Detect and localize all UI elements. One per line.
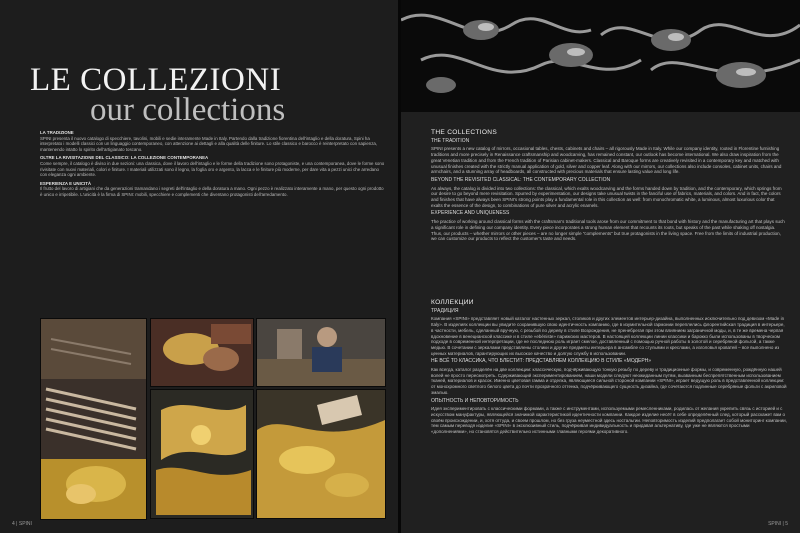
section-body: Идея экспериментировать с классическими формами, а также с инструментами, используемыми ремесленниками, родилась от желания укрепить связь с историей и с искусством мануфактуры, являющейся значимой характеристикой идентичности компании. Каждое изделие несёт в себе определённый след, который расскажет вам о своём происхождении, и, хотя оттуда, и своем прошлом, но без груза неуместной здесь ностальгии. Неповторимость изделий предполагает собой мониторинг компании, тем самым переводя изделие «SPINI» в эксклюзивный стиль, подчёркивая индивидуальность и придавая альтернативу, где уже не являются простыми «дополнениями», но становятся действительно истинными главными героями декоративного. (431, 406, 787, 435)
page-number: 4 | SPINI (12, 521, 32, 527)
craftsman-illustration (257, 319, 385, 386)
section-heading: THE TRADITION (431, 137, 470, 144)
section-body: Компания «SPINI» представляет новый каталог настенных зеркал, столиков и других элементов интерьер-дизайна, выполненных исключительно под девизом «Made in Italy». В изделиях коллекции вы увидите сохранившую свою идентичность компанию, где в изумительной гармонии переплелись флорентийская традиция в интерьере, в частности, мебель, сделанный вручную, с резьбой по дереву в стиле Возрождения, не пренебрегая при этом влиянием заграничной моды, и, в те же времена черпая вдохновение в венецианской классике и в стиле «ebéniste» парижских мастеров. В настоящей коллекции линии классики и барокко были использованы в творческом подходе в современной интерпретации, где не последнюю роль играет смелое, доставленный с помощью ручной работы в золотой и серебряной фольгой, а также медью. В сочетании с зеркалами представлены столики и другие предметы интерьера в ансамбле со стульями и креслами, а изголовья кроватей – все выполнено из ценных материалов, гарантирующих их высокое качество и долгую службу в использовании. (431, 316, 785, 356)
section-title: КОЛЛЕКЦИИ (431, 299, 474, 306)
left-page (0, 0, 398, 533)
section-heading: BEYOND THE REVISITED CLASSICAL: THE CONTEMPORARY COLLECTION (431, 176, 611, 183)
russian-text-block (431, 300, 787, 438)
section-body: Как всегда, каталог разделён на две коллекции: классическую, подчёркивающую тонкую резьбу по дереву и традиционные формы, и современную, рождённую нашей волей не просто пересмотреть. Сдерживающий экспериментированием, наши модели следуют неожиданным путям, вызванным беспрепятственным использованием тканей, материалов и красок. Именно цветовая гамма и отделка, являющиеся сильной стороной компании «SPINI», играет ведущую роль в представленной коллекции: от монохромного светлого белого цвета до почти прозрачного оттенка, подчёркивающего сущность дизайна, где сочетаются подлинные серебряные фольги с акриловой эмалью. (431, 367, 787, 395)
section-body: Il frutto del lavoro di artigiani che da generazioni tramandano i segreti dell'intaglio e della doratura a mano. Ogni pezzo è realizzato interamente a mano, per questo ogni prodotto è unico e irripetibile. L'unicità è la firma di SPINI: mobili, specchiere e complementi che diventano protagonisti dell'arredamento. (40, 186, 384, 197)
gold-leaf-photo (150, 389, 254, 519)
gold-leaf-illustration (151, 390, 253, 518)
ornament-illustration (401, 0, 800, 112)
application-illustration (257, 390, 385, 518)
woodcarving-tools-photo (40, 318, 147, 520)
section-heading: ОПЫТНОСТЬ И НЕПОВТОРИМОСТЬ (431, 397, 519, 404)
right-page (401, 0, 800, 533)
section-heading: ТРАДИЦИЯ (431, 307, 459, 314)
section-body: SPINI presenta il nuovo catalogo di specchiere, tavolini, mobili e sedie interamente Made in Italy. Partendo dalla tradizione fiorentina dell'intaglio e della doratura, Spini ha interpretato i modelli classici con un linguaggio contemporaneo, con attenzione ai dettagli e alla qualità delle finiture. Lo stile classico e barocco è reinterpretato con sapienza, mantenendo intatto lo spirito dell'artigianato toscano. (40, 135, 378, 152)
section-heading: EXPERIENCE AND UNIQUENESS (431, 210, 510, 217)
section-body: Come sempre, il catalogo è diviso in due sezioni: una classica, dove il lavoro dell'intaglio e le forme della tradizione sono protagoniste, e una contemporanea, dove le forme sono rivisitate con nuovi materiali, colori e finiture. I materiali utilizzati sono il legno, la foglia oro e argento, la lacca e le finiture più moderne, per dare vita a pezzi unici che arredano con eleganza ogni ambiente. (40, 160, 385, 178)
gold-leaf-application-photo (256, 389, 386, 519)
english-text-block (431, 130, 787, 245)
section-body: The practice of working around classical forms with the craftsman's traditional tools arose from our commitment to that bond with history and the manufacturing art that plays such a significant role in defining our company identity. Every piece incorporates a strong human element that recounts its roots, but speaks of the past while shaking off nostalgia. Thus, our products – whether mirrors or other pieces – are no longer simple "complements" but true protagonists in the living space. Free from the limits of industrial production, we can customize our products to reflect the customer's taste and needs. (431, 219, 785, 242)
page-number: SPINI | 5 (768, 521, 788, 527)
section-heading: OLTRE LA RIVISITAZIONE DEL CLASSICO: LA COLLEZIONE CONTEMPORANEA (40, 155, 209, 161)
page-subtitle: our collections (90, 92, 286, 128)
section-body: SPINI presents a new catalog of mirrors, occasional tables, chests, cabinets and chairs – all rigorously Made in Italy. While our company identity, rooted in Florentine furnishing traditions and more precisely in Renaissance craftsmanship and woodcarving, has remained constant, our outlook has become international. We also draw inspiration from the great Venetian tradition and from the French tradition of Parisian cabinet-makers. Classical and Baroque forms are creatively revisited in a contemporary key and matched with unusual finishes created with the strictly manual application of gold, silver and copper leaf. Along with our mirrors, our collections also include consoles, cabinet units, chairs and armchairs, and a stunning array of headboards, all constructed with precious materials that ensure lasting value and long life. (431, 146, 782, 175)
craftsman-photo (256, 318, 386, 387)
tools-illustration (41, 319, 146, 519)
gilding-hands-photo (150, 318, 254, 387)
intro-text-block (40, 130, 385, 198)
baroque-carving-image (401, 0, 800, 112)
gilding-illustration (151, 319, 253, 386)
section-heading: LA TRADIZIONE (40, 130, 74, 135)
section-heading: НЕ ВСЁ ТО КЛАССИКА, ЧТО БЛЕСТИТ: ПРЕДСТАВЛЯЕМ КОЛЛЕКЦИЮ В СТИЛЕ «МОДЕРН» (431, 358, 652, 365)
section-title: THE COLLECTIONS (431, 129, 498, 136)
section-heading: ESPERIENZA E UNICITÀ (40, 180, 92, 186)
page-title: LE COLLEZIONI (30, 62, 282, 98)
section-body: As always, the catalog is divided into two collections: the classical, which exalts woodcarving and the forms handed down by tradition, and the contemporary, which springs from our desire to go beyond mere revisitation. Spurred by experimentation, our designs take unusual twists in the fanciful use of fabrics, materials, and colors. And in fact, the colors and finishes that have always been SPINI's strong points play a fundamental role in this collection as well: from monochromatic white, a luminous, almost luxurious color that exalts the essence of the design, to combinations of pure silver and acrylic enamels. (431, 185, 782, 208)
